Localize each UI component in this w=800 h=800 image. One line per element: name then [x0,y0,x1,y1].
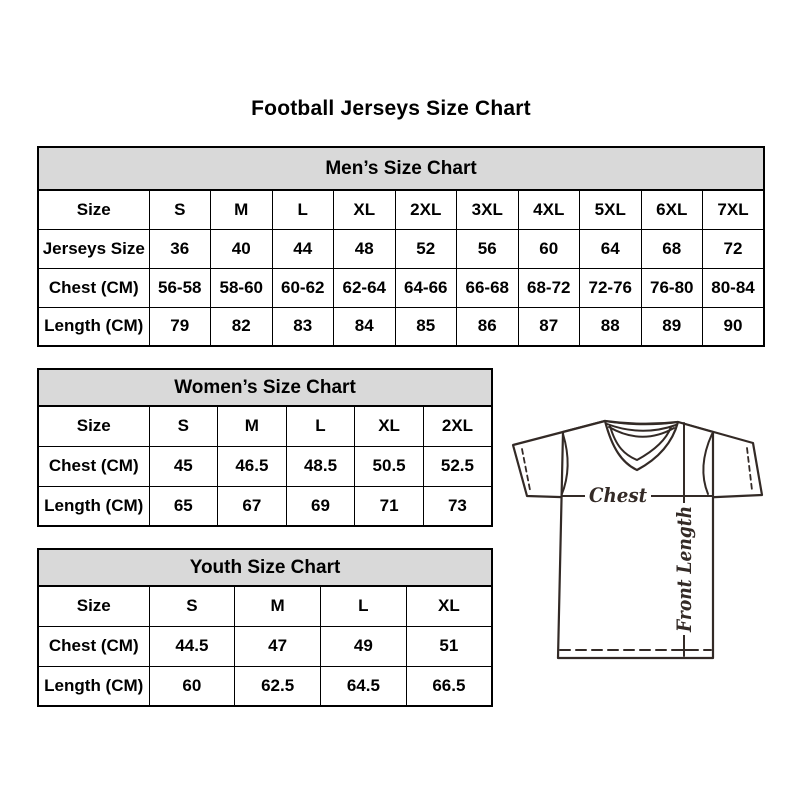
row-label: Jerseys Size [38,229,149,268]
youth-size-table [37,548,493,707]
cell: 71 [355,486,424,526]
cell: 72-76 [580,268,642,307]
cell: S [149,586,235,626]
page-title: Football Jerseys Size Chart [251,97,531,120]
cell: 44.5 [149,626,235,666]
cell: 62-64 [334,268,396,307]
chest-label: Chest [589,483,648,507]
cell: 64.5 [321,666,407,706]
row-label: Chest (CM) [38,268,149,307]
row-label: Size [38,586,149,626]
cell: 51 [406,626,492,666]
cell: 87 [518,307,580,346]
cell: 66.5 [406,666,492,706]
womens-size-table [37,368,493,527]
cell: 79 [149,307,211,346]
cell: 86 [457,307,519,346]
row-label: Chest (CM) [38,446,149,486]
cell: 73 [423,486,492,526]
cell: L [272,190,334,229]
cell: 68 [641,229,703,268]
cell: 45 [149,446,218,486]
table-row [38,307,764,346]
front-length-label: Front Length [672,484,696,632]
cell: M [211,190,273,229]
cell: L [286,406,355,446]
row-label: Length (CM) [38,307,149,346]
cell: 67 [218,486,287,526]
cell: 65 [149,486,218,526]
cell: 40 [211,229,273,268]
table-row [38,190,764,229]
row-label: Size [38,406,149,446]
cell: 49 [321,626,407,666]
cell: 76-80 [641,268,703,307]
cell: 3XL [457,190,519,229]
cell: XL [406,586,492,626]
row-label: Length (CM) [38,666,149,706]
cell: 48.5 [286,446,355,486]
cell: 64-66 [395,268,457,307]
table-row [38,486,492,526]
youth-table-title: Youth Size Chart [38,549,492,586]
womens-table-title: Women’s Size Chart [38,369,492,406]
cell: 83 [272,307,334,346]
cell: 48 [334,229,396,268]
cell: 72 [703,229,765,268]
cell: S [149,406,218,446]
jersey-diagram [505,403,775,665]
row-label: Chest (CM) [38,626,149,666]
cell: 66-68 [457,268,519,307]
row-label: Length (CM) [38,486,149,526]
cell: 82 [211,307,273,346]
cell: L [321,586,407,626]
cell: 4XL [518,190,580,229]
table-row [38,666,492,706]
cell: 36 [149,229,211,268]
table-row [38,268,764,307]
cell: 62.5 [235,666,321,706]
cell: 69 [286,486,355,526]
cell: 60 [518,229,580,268]
table-row [38,446,492,486]
cell: 85 [395,307,457,346]
cell: 50.5 [355,446,424,486]
cell: 84 [334,307,396,346]
cell: 46.5 [218,446,287,486]
table-row [38,229,764,268]
cell: 89 [641,307,703,346]
cell: 52 [395,229,457,268]
cell: 7XL [703,190,765,229]
cell: 44 [272,229,334,268]
row-label: Size [38,190,149,229]
cell: 56 [457,229,519,268]
mens-table-title: Men’s Size Chart [38,147,764,190]
cell: 88 [580,307,642,346]
cell: 5XL [580,190,642,229]
cell: 80-84 [703,268,765,307]
cell: 64 [580,229,642,268]
cell: M [218,406,287,446]
cell: M [235,586,321,626]
cell: 60 [149,666,235,706]
mens-size-table [37,146,765,347]
cell: 60-62 [272,268,334,307]
cell: XL [334,190,396,229]
cell: XL [355,406,424,446]
cell: 56-58 [149,268,211,307]
table-row [38,626,492,666]
cell: 90 [703,307,765,346]
table-row [38,406,492,446]
cell: 52.5 [423,446,492,486]
cell: 58-60 [211,268,273,307]
cell: S [149,190,211,229]
cell: 6XL [641,190,703,229]
table-row [38,586,492,626]
cell: 68-72 [518,268,580,307]
cell: 2XL [423,406,492,446]
cell: 47 [235,626,321,666]
cell: 2XL [395,190,457,229]
